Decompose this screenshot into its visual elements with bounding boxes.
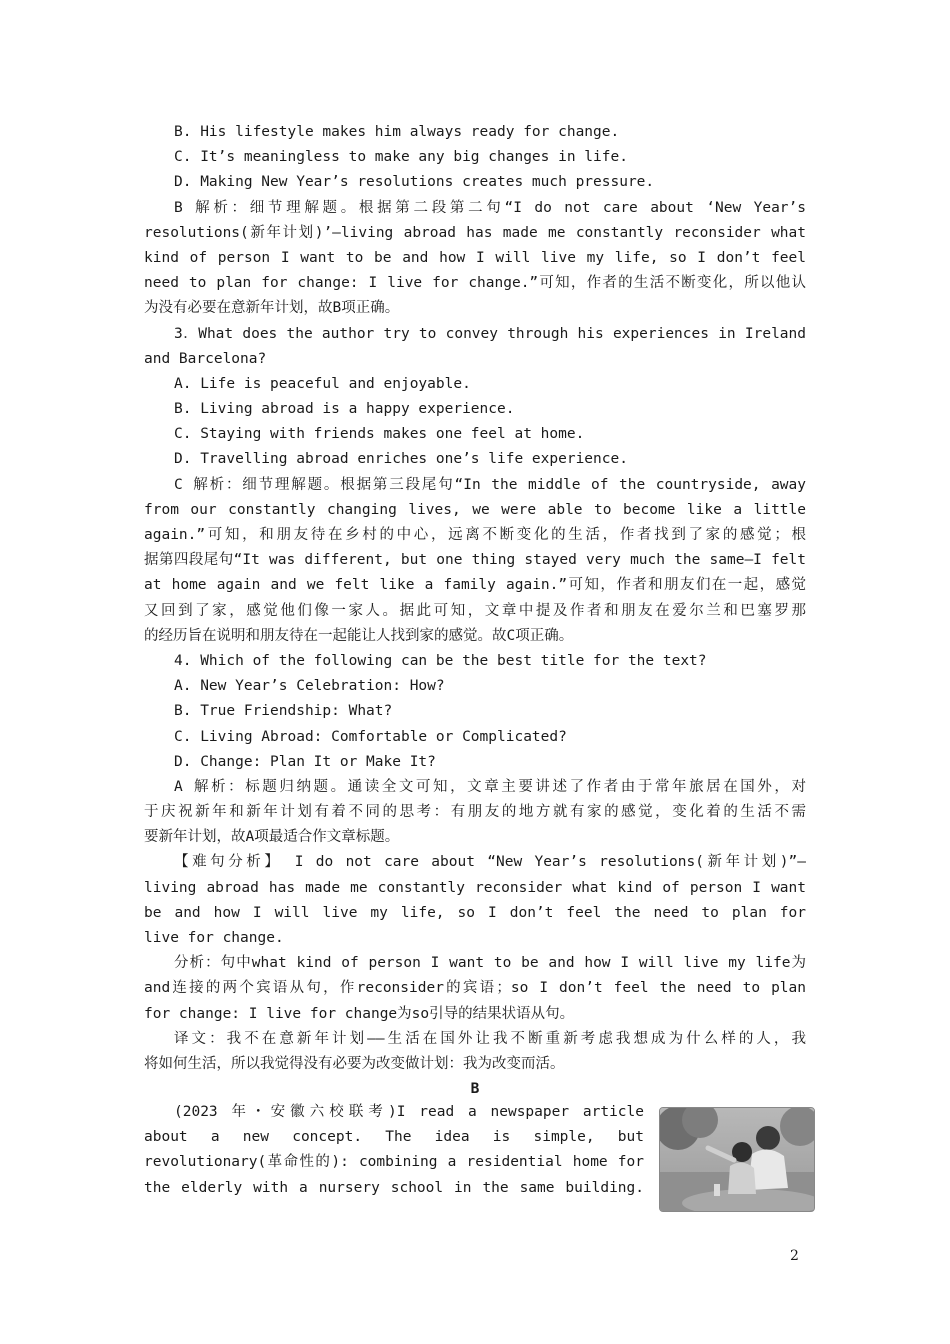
q3-stem: and Barcelona? [144,350,267,367]
q4-answer-line: A 解析：标题归纳题。通读全文可知，文章主要讲述了作者由于常年旅居在国外，对 [174,778,806,795]
q2-answer-line: kind of person I want to be and how I will live my life, so I don’t feel [144,249,806,266]
passage-line: (2023 年・安徽六校联考)I read a newspaper article [174,1104,644,1120]
q2-answer-line: 为没有必要在意新年计划，故B项正确。 [144,300,400,317]
q3-answer-line: 据第四段尾句“It was different, but one thing stayed very much the same—I felt [144,552,806,569]
q4-option-d: D. Change: Plan It or Make It? [174,753,436,770]
main-column [144,120,806,1102]
page-number: 2 [790,1248,799,1264]
q4-option-c: C. Living Abroad: Comfortable or Complicated? [174,728,567,745]
section-b-heading: B [470,1081,480,1098]
translation-line: 译文：我不在意新年计划——生活在国外让我不断重新考虑我想成为什么样的人，我 [174,1030,806,1047]
analysis-line: for change: I live for change为so引导的结果状语从句。 [144,1005,575,1022]
passage-line: the elderly with a nursery school in the same building. [144,1179,644,1196]
q3-option-b: B. Living abroad is a happy experience. [174,401,515,418]
q4-option-b: B. True Friendship: What? [174,703,393,720]
passage-photo [659,1107,815,1212]
q2-answer-line: resolutions(新年计划)’—living abroad has made me constantly reconsider what [144,224,806,241]
elderly-and-child-photo-illustration [660,1108,814,1211]
difficult-sentence-line: live for change. [144,930,284,946]
translation-line: 将如何生活，所以我觉得没有必要为改变做计划：我为改变而活。 [144,1055,565,1072]
q2-option-c: C. It’s meaningless to make any big changes in life. [174,149,628,166]
q3-answer-line: 又回到了家，感觉他们像一家人。据此可知，文章中提及作者和朋友在爱尔兰和巴塞罗那 [144,602,806,619]
q4-answer-line: 要新年计划，故A项最适合作文章标题。 [144,829,400,846]
difficult-sentence-line: be and how I will live my life, so I don’t feel the need to plan for [144,904,806,921]
q2-option-b: B. His lifestyle makes him always ready for change. [174,124,620,140]
section-b-passage [144,1100,644,1201]
q4-answer-line: 于庆祝新年和新年计划有着不同的思考：有朋友的地方就有家的感觉，变化着的生活不需 [144,804,806,821]
difficult-sentence-line: living abroad has made me constantly reconsider what kind of person I want [144,879,806,896]
q4-option-a: A. New Year’s Celebration: How? [174,678,445,695]
q3-answer-line: C 解析：细节理解题。根据第三段尾句“In the middle of the countryside, away [174,476,806,493]
analysis-line: and连接的两个宾语从句，作reconsider的宾语；so I don’t feel the need to plan [144,980,806,997]
q2-answer-line: B 解析：细节理解题。根据第二段第二句“I do not care about ‘New Year’s [174,199,806,216]
q3-stem: 3．What does the author try to convey through his experiences in Ireland [174,325,806,342]
q3-option-a: A. Life is peaceful and enjoyable. [174,375,471,392]
q3-answer-line: 的经历旨在说明和朋友待在一起能让人找到家的感觉。故C项正确。 [144,627,574,644]
difficult-sentence-heading: 【难句分析】 I do not care about “New Year’s resolutions(新年计划)”— [174,854,806,871]
q2-option-d: D. Making New Year’s resolutions creates much pressure. [174,174,655,191]
q3-answer-line: at home again and we felt like a family again.”可知，作者和朋友们在一起，感觉 [144,577,806,594]
q2-answer-line: need to plan for change: I live for change.”可知，作者的生活不断变化，所以他认 [144,275,806,292]
q3-option-c: C. Staying with friends makes one feel at home. [174,426,585,443]
passage-line: about a new concept. The idea is simple, but [144,1129,644,1146]
analysis-line: 分析：句中what kind of person I want to be and how I will live my life为 [174,955,806,972]
q3-answer-line: again.”可知，和朋友待在乡村的中心，远离不断变化的生活，作者找到了家的感觉；根 [144,527,806,543]
passage-line: revolutionary(革命性的): combining a residential home for [144,1154,644,1171]
q3-option-d: D. Travelling abroad enriches one’s life experience. [174,451,628,468]
q3-answer-line: from our constantly changing lives, we were able to become like a little [144,501,806,518]
q4-stem: 4. Which of the following can be the best title for the text? [174,652,707,669]
